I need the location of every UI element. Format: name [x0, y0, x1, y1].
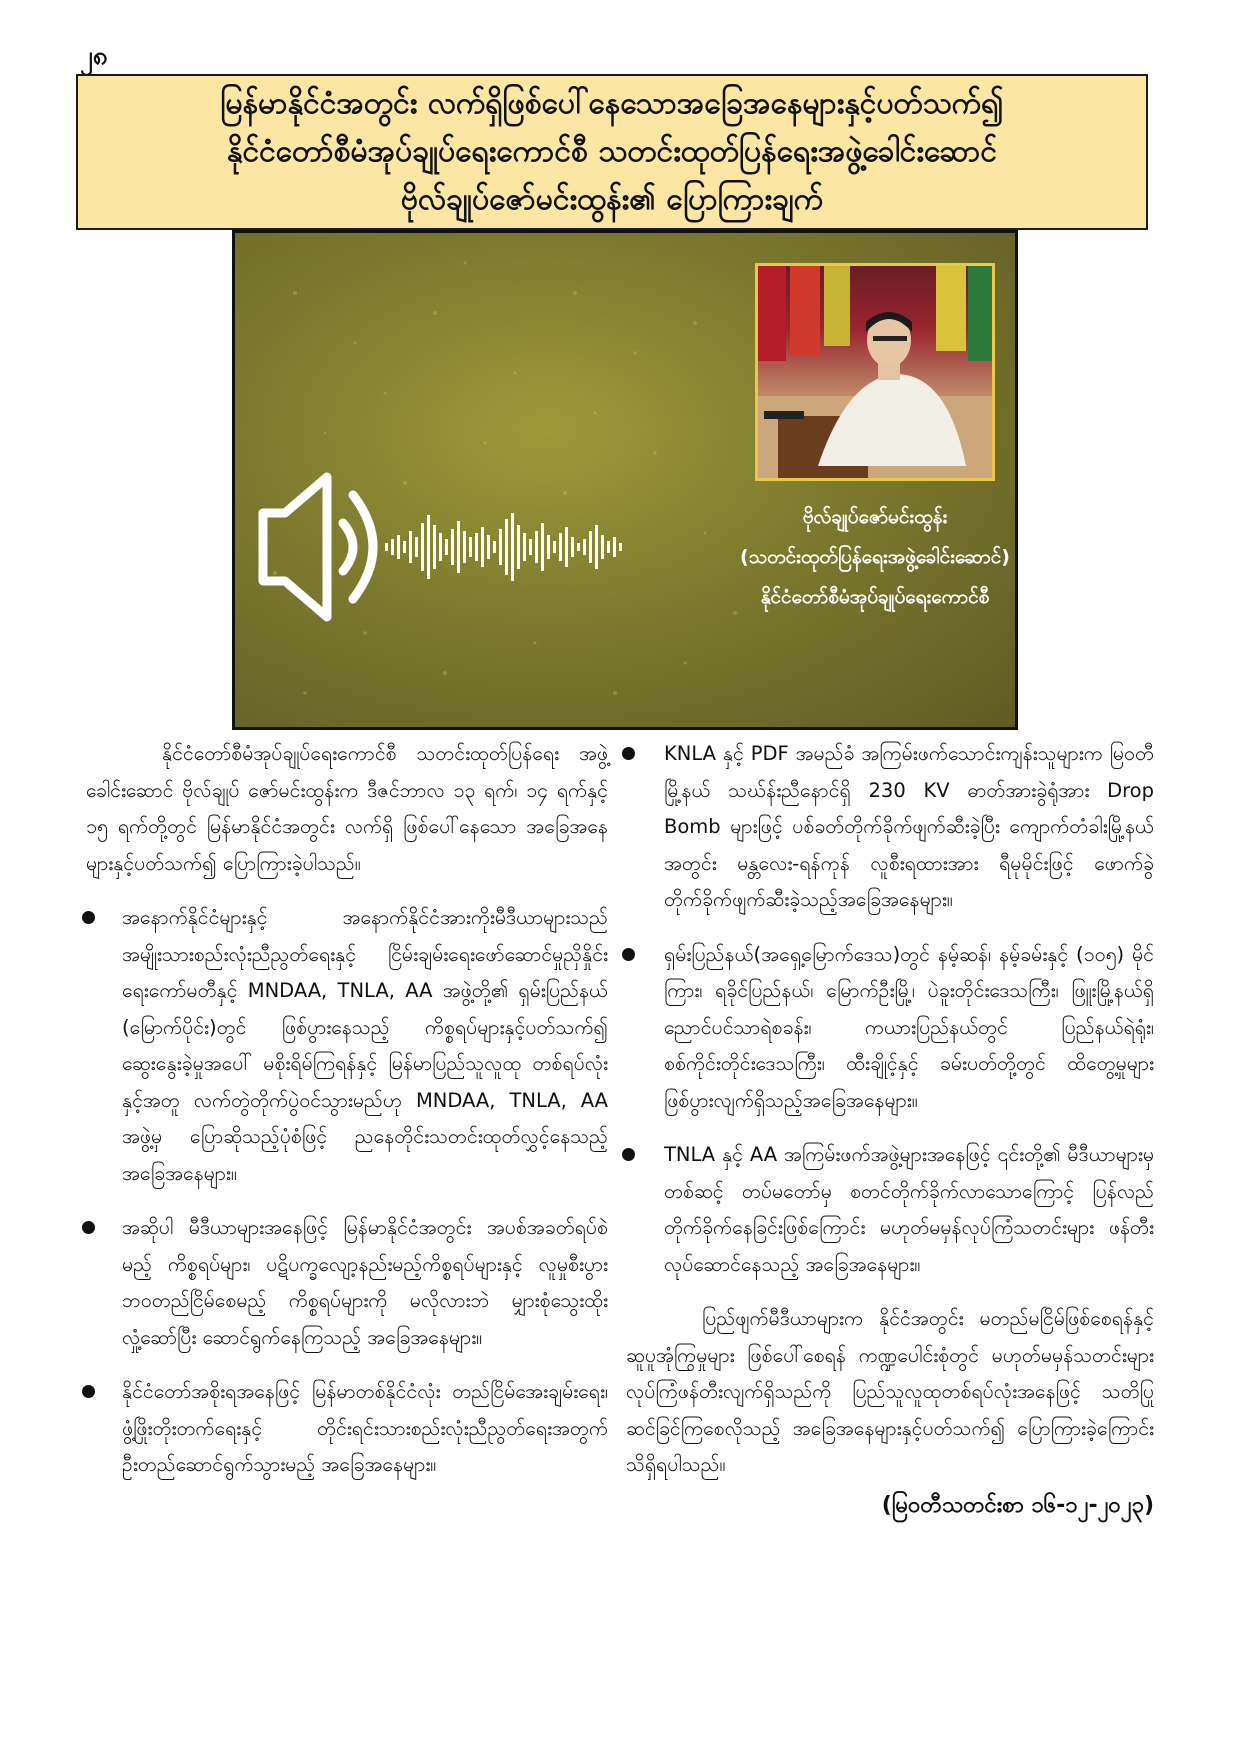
headline-line-1: မြန်မာနိုင်ငံအတွင်း လက်ရှိဖြစ်ပေါ်နေသောအခြေအနေများနှင့်ပတ်သက်၍ — [220, 86, 1004, 121]
bullet-icon — [82, 1221, 95, 1234]
speaker-icon — [263, 477, 373, 617]
audio-waveform — [385, 513, 622, 581]
bullet-icon — [622, 747, 635, 760]
hero-image — [232, 230, 1018, 730]
bullet-item — [626, 736, 1154, 919]
headline-line-2: နိုင်ငံတော်စီမံအုပ်ချုပ်ရေးကောင်စီ သတင်းထုတ်ပြန်ရေးအဖွဲ့ခေါင်းဆောင် — [226, 134, 998, 169]
bullet-item — [86, 900, 608, 1192]
closing-paragraph: ပြည်ဖျက်မီဒီယာများက နိုင်ငံအတွင်း မတည်မငြိမ်ဖြစ်စေရန်နှင့် ဆူပူအုံကြွမှုများ ဖြစ်ပေါ်စေရန် ကဏ္ဍပေါင်းစုံတွင် မဟုတ်မမှန်သတင်းများ လုပ်ကြံဖန်တီးလျက်ရှိသည်ကို ပြည်သူလူထုတစ်ရပ်လုံးအနေဖြင့် သတိပြုဆင်ခြင်ကြစေလိုသည့် အခြေအနေများနှင့်ပတ်သက်၍ ပြောကြားခဲ့ကြောင်း သိရှိရပါသည်။ — [626, 1307, 1154, 1476]
bullet-icon — [622, 948, 635, 961]
headline-line-3: ဗိုလ်ချုပ်ဇော်မင်းထွန်း၏ ပြောကြားချက် — [400, 182, 824, 217]
page-number: ၂၈ — [80, 41, 108, 71]
article-column-left — [86, 736, 608, 1502]
bullet-text: ရှမ်းပြည်နယ်(အရှေ့မြောက်ဒေသ)တွင် နမ့်ဆန်၊ နမ့်ခမ်းနှင့် (၁၀၅) မိုင်ကြား၊ ရခိုင်ပြည်နယ်၊ မြောက်ဦးမြို့၊ ပဲခူးတိုင်းဒေသကြီး၊ ဖြူးမြို့နယ်ရှိ ညောင်ပင်သာရဲစခန်း၊ ကယားပြည်နယ်တွင် ပြည်နယ်ရဲရုံး၊ စစ်ကိုင်းတိုင်းဒေသကြီး၊ ထီးချိုင့်နှင့် ခမ်းပတ်တို့တွင် ထိတွေ့မှုများ ဖြစ်ပွားလျက်ရှိသည့်အခြေအနေများ။ — [664, 942, 1154, 1112]
caption-name: ဗိုလ်ချုပ်ဇော်မင်းထွန်း — [802, 506, 948, 528]
bullet-item — [86, 1210, 608, 1356]
source-citation: (မြဝတီသတင်းစာ ၁၆-၁၂-၂၀၂၃) — [881, 1492, 1154, 1518]
bullet-text: TNLA နှင့် AA အကြမ်းဖက်အဖွဲ့များအနေဖြင့် ၎င်းတို့၏ မီဒီယာများမှတစ်ဆင့် တပ်မတော်မှ စတင်တိုက်ခိုက်လာသောကြောင့် ပြန်လည်တိုက်ခိုက်နေခြင်းဖြစ်ကြောင်း မဟုတ်မမှန်လုပ်ကြံသတင်းများ ဖန်တီးလုပ်ဆောင်နေသည့် အခြေအနေများ။ — [664, 1143, 1154, 1276]
bullet-text: အနောက်နိုင်ငံများနှင့် အနောက်နိုင်ငံအားကိုးမီဒီယာများသည် အမျိုးသားစည်းလုံးညီညွတ်ရေးနှင့် ငြိမ်းချမ်းရေးဖော်ဆောင်မှုညှိနှိုင်းရေးကော်မတီနှင့် MNDAA, TNLA, AA အဖွဲ့တို့၏ ရှမ်းပြည်နယ် (မြောက်ပိုင်း)တွင် ဖြစ်ပွားနေသည့် ကိစ္စရပ်များနှင့်ပတ်သက်၍ ဆွေးနွေးခဲ့မှုအပေါ် မစိုးရိမ်ကြရန်နှင့် မြန်မာပြည်သူလူထု တစ်ရပ်လုံးနှင့်အတူ လက်တွဲတိုက်ပွဲဝင်သွားမည်ဟု MNDAA, TNLA, AA အဖွဲ့မှ ပြောဆိုသည့်ပုံစံဖြင့် ညနေတိုင်းသတင်းထုတ်လွှင့်နေသည့် အခြေအနေများ။ — [122, 906, 608, 1185]
bullet-text: KNLA နှင့် PDF အမည်ခံ အကြမ်းဖက်သောင်းကျန်းသူများက မြဝတီမြို့နယ် သဃ်န်းညီနောင်ရှိ 230 KV ဓာတ်အားခွဲရုံအား Drop Bomb များဖြင့် ပစ်ခတ်တိုက်ခိုက်ဖျက်ဆီးခဲ့ပြီး ကျောက်တံခါးမြို့နယ်အတွင်း မန္တလေး-ရန်ကုန် လူစီးရထားအား ရီမုမိုင်းဖြင့် ဖောက်ခွဲတိုက်ခိုက်ဖျက်ဆီးခဲ့သည့်အခြေအနေများ။ — [664, 742, 1154, 911]
bullet-item — [86, 1374, 608, 1484]
intro-paragraph: နိုင်ငံတော်စီမံအုပ်ချုပ်ရေးကောင်စီ သတင်းထုတ်ပြန်ရေး အဖွဲ့ခေါင်းဆောင် ဗိုလ်ချုပ် ဇော်မင်းထွန်းက ဒီဇင်ဘာလ ၁၃ ရက်၊ ၁၄ ရက်နှင့် ၁၅ ရက်တို့တွင် မြန်မာနိုင်ငံအတွင်း လက်ရှိ ဖြစ်ပေါ်နေသော အခြေအနေများနှင့်ပတ်သက်၍ ပြောကြားခဲ့ပါသည်။ — [86, 742, 608, 875]
bullet-text: အဆိုပါ မီဒီယာများအနေဖြင့် မြန်မာနိုင်ငံအတွင်း အပစ်အခတ်ရပ်စဲမည့် ကိစ္စရပ်များ၊ ပဋိပက္ခလျော့နည်းမည့်ကိစ္စရပ်များနှင့် လူမှုစီးပွားဘဝတည်ငြိမ်စေမည့် ကိစ္စရပ်များကို မလိုလားဘဲ မျှားစုံသွေးထိုးလှုံ့ဆော်ပြီး ဆောင်ရွက်နေကြသည့် အခြေအနေများ။ — [122, 1216, 608, 1349]
caption-role: (သတင်းထုတ်ပြန်ရေးအဖွဲ့ခေါင်းဆောင်) — [740, 546, 1010, 568]
speaker-photo — [755, 263, 995, 481]
bullet-icon — [622, 1148, 635, 1161]
bullet-icon — [82, 911, 95, 924]
bullet-text: နိုင်ငံတော်အစိုးရအနေဖြင့် မြန်မာတစ်နိုင်ငံလုံး တည်ငြိမ်အေးချမ်းရေး၊ ဖွံ့ဖြိုးတိုးတက်ရေးနှင့် တိုင်းရင်းသားစည်းလုံးညီညွတ်ရေးအတွက် ဦးတည်ဆောင်ရွက်သွားမည့် အခြေအနေများ။ — [122, 1380, 608, 1476]
bullet-icon — [82, 1385, 95, 1398]
bullet-item — [626, 1137, 1154, 1283]
caption-organization: နိုင်ငံတော်စီမံအုပ်ချုပ်ရေးကောင်စီ — [760, 586, 990, 608]
bullet-item — [626, 937, 1154, 1120]
article-column-right — [626, 736, 1154, 1524]
headline-box — [76, 74, 1148, 230]
speaker-figure — [758, 266, 995, 481]
